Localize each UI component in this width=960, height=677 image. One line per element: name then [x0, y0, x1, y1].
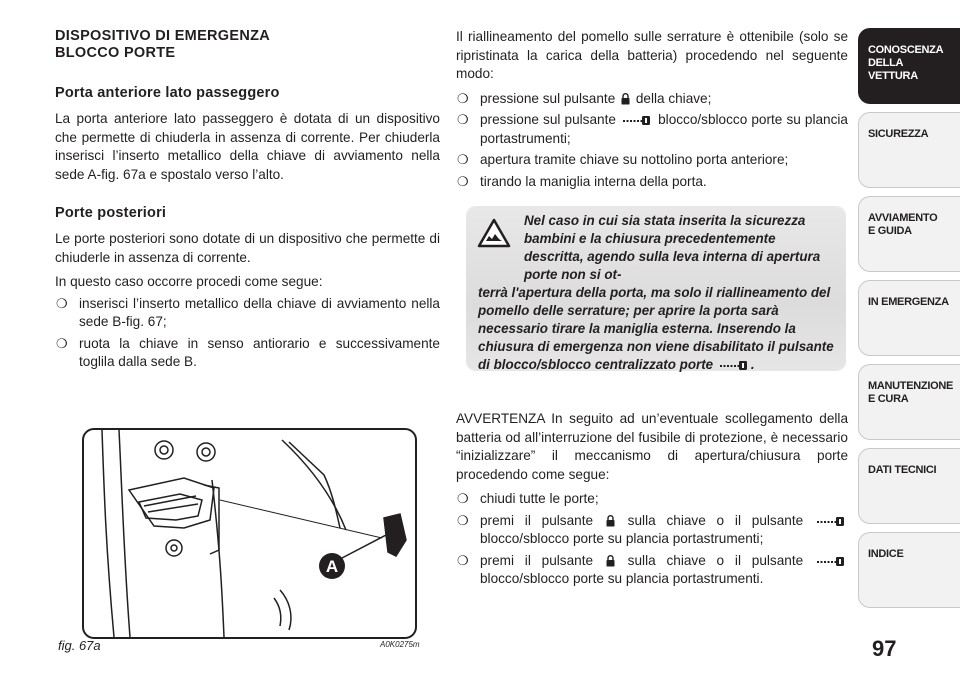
- realignment-steps: [456, 90, 848, 192]
- list-item-text: tirando la maniglia interna della porta.: [480, 173, 707, 189]
- bullet-icon: ❍: [457, 491, 469, 506]
- callout-label: A: [325, 557, 339, 576]
- page-number: 97: [872, 636, 897, 661]
- figure-code: A0K0275m: [380, 640, 420, 649]
- tab-label: IN EMERGENZA: [868, 296, 949, 308]
- note-text: AVVERTENZA In seguito ad un’eventuale scollegamento della batteria od all’interruzione del fusibile di protezione, è necessario “inizializzare” il meccanismo di apertura/chiusura porte procedendo come segue:: [456, 411, 848, 482]
- tab-label: MANUTENZIONE E CURA: [868, 380, 954, 405]
- rear-steps-list: [55, 295, 440, 372]
- warning-text-rest: terrà l'apertura della porta, ma solo il riallineamento del pomello delle serrature; per aprire la porta sarà necessario tirare la maniglia esterna. Inserendo la chiusura di emergenza non viene disabilitato il pulsante di blocco/sblocco centralizzato porte: [478, 285, 834, 372]
- right-column: [456, 28, 848, 194]
- left-column: [55, 28, 440, 375]
- figure-67a: [82, 428, 417, 639]
- section-title-line1: DISPOSITIVO DI EMERGENZA: [55, 28, 271, 44]
- list-item-text: pressione sul pulsante: [480, 90, 620, 106]
- list-item: [456, 111, 848, 148]
- list-item: [55, 295, 440, 332]
- list-item-text: ruota la chiave in senso antiorario e successivamente toglila dalla sede B.: [79, 335, 440, 369]
- list-item-text: sulla chiave o il pulsante: [616, 552, 814, 568]
- list-item-text: della chiave;: [632, 90, 712, 106]
- front-door-heading: Porta anteriore lato passeggero: [55, 85, 280, 101]
- section-title-line2: BLOCCO PORTE: [55, 45, 176, 61]
- lock-icon: [621, 93, 630, 105]
- list-item-text: inserisci l’inserto metallico della chiave di avviamento nella sede B-fig. 67;: [79, 295, 440, 329]
- list-item: [456, 512, 848, 549]
- tab-dati-tecnici[interactable]: [858, 448, 960, 524]
- list-item-text: blocco/sblocco porte su plancia portastrumenti.: [480, 571, 764, 586]
- lock-icon: [606, 555, 615, 567]
- bullet-icon: ❍: [457, 152, 469, 167]
- list-item: [55, 335, 440, 372]
- bullet-icon: ❍: [56, 335, 68, 351]
- lock-icon: [606, 515, 615, 527]
- tab-label: AVVIAMENTO E GUIDA: [868, 212, 938, 237]
- list-item-text: premi il pulsante: [480, 512, 604, 528]
- list-item-text: premi il pulsante: [480, 552, 604, 568]
- tab-conoscenza-della-vettura[interactable]: [858, 28, 960, 104]
- bullet-icon: ❍: [56, 295, 68, 311]
- rear-doors-text: Le porte posteriori sono dotate di un dispositivo che permette di chiuderle in assenza di corrente.: [55, 231, 440, 265]
- list-item-text: pressione sul pulsante: [480, 112, 621, 127]
- list-item-text: apertura tramite chiave su nottolino porta anteriore;: [480, 152, 789, 167]
- warning-text: [478, 212, 836, 374]
- door-lock-icon: [816, 555, 846, 567]
- list-item: [456, 490, 848, 509]
- tab-shape: [858, 112, 960, 188]
- tab-shape: [858, 448, 960, 524]
- tab-label: CONOSCENZA DELLA VETTURA: [868, 44, 944, 82]
- tab-shape: [858, 280, 960, 356]
- front-door-text: La porta anteriore lato passeggero è dotata di un dispositivo che permette di chiuderla in assenza di corrente. Per chiuderla inserisci l’inserto metallico della chiave di avviamento nella sede A-fig. 67a e spostalo verso l’alto.: [55, 111, 440, 182]
- bullet-icon: ❍: [457, 112, 469, 127]
- section-title: [55, 28, 440, 62]
- tab-avviamento-e-guida[interactable]: [858, 196, 960, 272]
- door-lock-icon: [622, 114, 652, 126]
- realignment-intro: Il riallineamento del pomello sulle serrature è ottenibile (solo se ripristinata la carica della batteria) procedendo nel seguente modo:: [456, 29, 848, 81]
- rear-doors-heading: Porte posteriori: [55, 205, 167, 221]
- note-block: [456, 410, 848, 592]
- rear-steps-intro: In questo caso occorre procedi come segue:: [55, 274, 323, 289]
- tab-shape: [858, 532, 960, 608]
- list-item: [456, 90, 848, 109]
- tab-sicurezza[interactable]: [858, 112, 960, 188]
- list-item: [456, 173, 848, 192]
- bullet-icon: ❍: [457, 90, 469, 106]
- bullet-icon: ❍: [457, 512, 469, 528]
- warning-text-first: Nel caso in cui sia stata inserita la sicurezza bambini e la chiusura precedentemente descritta, agendo sulla leva interna di apertura porte non si ot-: [524, 213, 821, 282]
- tab-manutenzione-e-cura[interactable]: [858, 364, 960, 440]
- list-item-text: blocco/sblocco porte su plancia portastrumenti;: [480, 531, 764, 546]
- list-item-text: sulla chiave o il pulsante: [616, 512, 814, 528]
- door-lock-icon: [719, 359, 749, 371]
- tab-label: SICUREZZA: [868, 128, 929, 140]
- bullet-icon: ❍: [457, 552, 469, 568]
- list-item-text: blocco/sblocco porte su plancia portastrumenti;: [480, 112, 848, 146]
- tab-label: DATI TECNICI: [868, 464, 937, 476]
- tab-label: INDICE: [868, 548, 904, 560]
- door-lock-icon: [816, 515, 846, 527]
- tab-indice[interactable]: [858, 532, 960, 608]
- warning-text-end: .: [750, 357, 755, 372]
- list-item: [456, 552, 848, 589]
- door-latch-illustration: [84, 430, 415, 637]
- figure-caption: fig. 67a: [58, 638, 101, 653]
- note-steps: [456, 490, 848, 589]
- bullet-icon: ❍: [457, 173, 469, 189]
- tab-in-emergenza[interactable]: [858, 280, 960, 356]
- list-item: [456, 151, 848, 170]
- list-item-text: chiudi tutte le porte;: [480, 491, 599, 506]
- chapter-sidebar: [858, 28, 960, 616]
